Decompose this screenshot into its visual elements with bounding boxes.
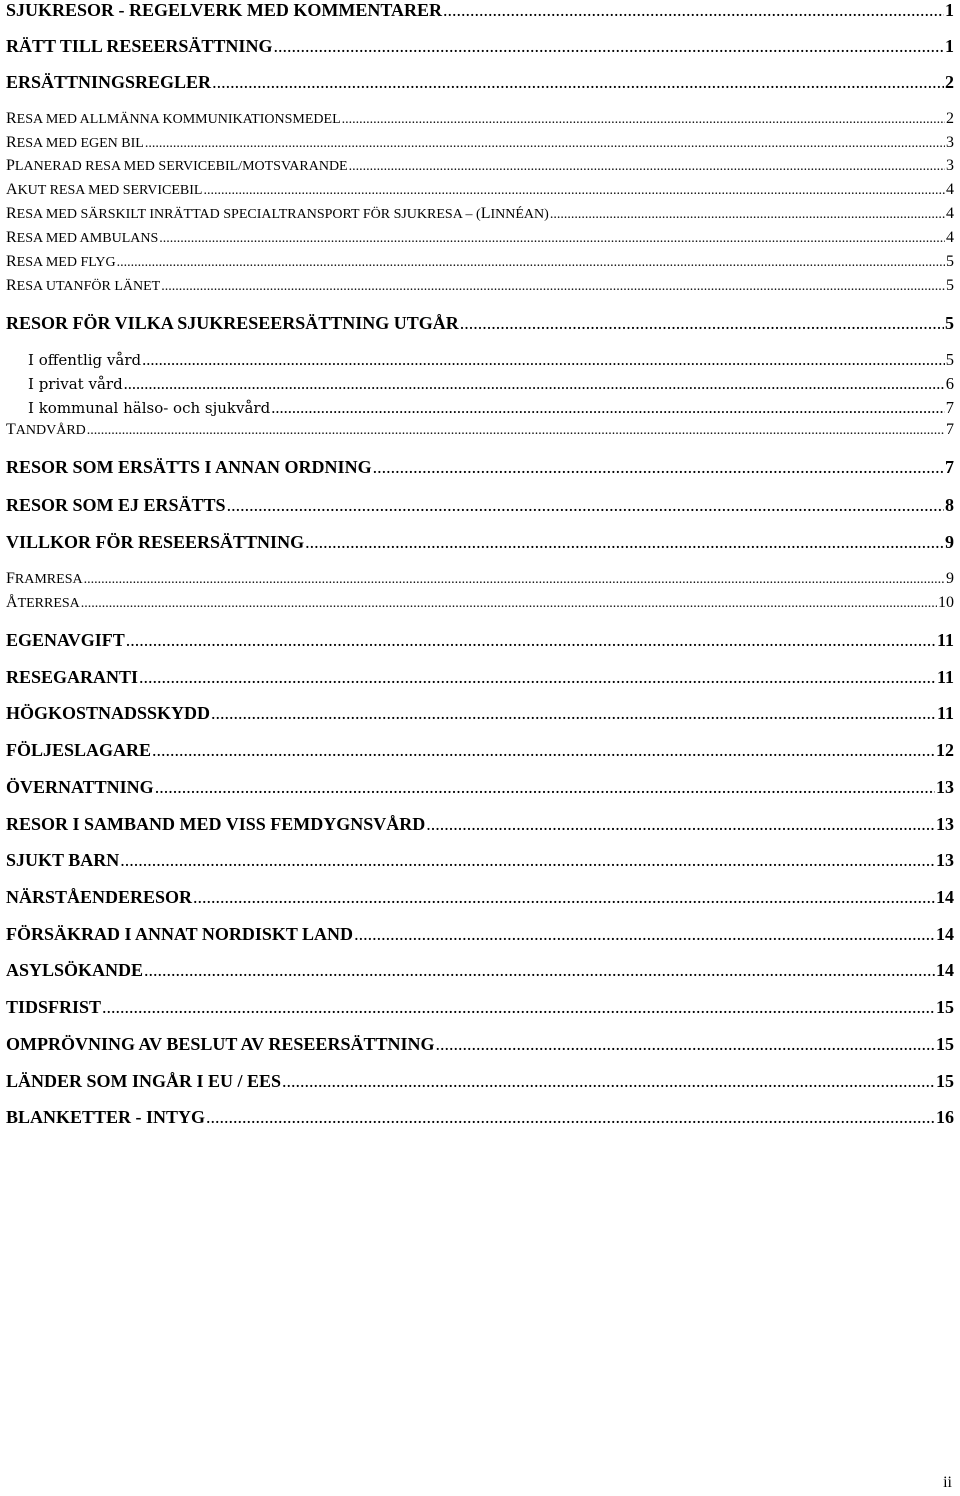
dot-leader bbox=[271, 398, 945, 418]
toc-entry[interactable] bbox=[6, 157, 954, 175]
toc-entry-page: 5 bbox=[946, 277, 954, 294]
toc-entry-page: 13 bbox=[936, 777, 954, 797]
toc-entry[interactable] bbox=[6, 960, 954, 981]
toc-entry-title: I kommunal hälso- och sjukvård bbox=[28, 399, 271, 417]
toc-entry-page: 4 bbox=[946, 229, 954, 246]
toc-entry-page: 16 bbox=[936, 1107, 954, 1127]
toc-entry[interactable] bbox=[6, 421, 954, 439]
toc-entry-initial: R bbox=[6, 229, 17, 246]
toc-entry[interactable] bbox=[6, 110, 954, 128]
toc-entry-page: 2 bbox=[945, 72, 954, 92]
toc-entry-title: VILLKOR FÖR RESEERSÄTTNING bbox=[6, 532, 305, 552]
dot-leader bbox=[159, 231, 945, 247]
toc-entry-rest: ESA MED AMBULANS bbox=[16, 231, 159, 246]
dot-leader bbox=[102, 997, 935, 1018]
dot-leader bbox=[126, 630, 936, 651]
toc-entry-title: BLANKETTER - INTYG bbox=[6, 1107, 206, 1127]
toc-entry[interactable] bbox=[6, 277, 954, 295]
toc-entry-rest: TERRESA bbox=[17, 596, 80, 611]
dot-leader bbox=[161, 279, 945, 295]
toc-entry-rest: ANDVÅRD bbox=[15, 423, 86, 438]
toc-entry-page: 11 bbox=[936, 703, 954, 723]
toc-entry-page: 5 bbox=[945, 350, 954, 369]
dot-leader bbox=[84, 572, 945, 588]
toc-entry-rest: ESA MED ALLMÄNNA KOMMUNIKATIONSMEDEL bbox=[16, 112, 341, 127]
toc-entry[interactable] bbox=[6, 924, 954, 945]
toc-entry-page: 8 bbox=[945, 495, 954, 515]
toc-entry[interactable] bbox=[6, 814, 954, 835]
dot-leader bbox=[435, 1034, 935, 1055]
toc-entry-title: ASYLSÖKANDE bbox=[6, 960, 144, 980]
toc-entry[interactable] bbox=[6, 181, 954, 199]
toc-entry[interactable] bbox=[6, 205, 954, 223]
toc-entry[interactable] bbox=[6, 777, 954, 798]
toc-entry-rest: KUT RESA MED SERVICEBIL bbox=[17, 183, 203, 198]
toc-entry[interactable] bbox=[6, 532, 954, 553]
toc-entry-page: 10 bbox=[938, 594, 954, 611]
toc-entry-rest: ESA MED FLYG bbox=[16, 255, 116, 270]
dot-leader bbox=[212, 72, 944, 93]
toc-entry[interactable] bbox=[6, 36, 954, 57]
toc-entry-initial: L bbox=[480, 205, 491, 222]
toc-entry[interactable] bbox=[6, 0, 954, 21]
toc-entry-title bbox=[6, 205, 549, 223]
toc-entry-page: 13 bbox=[936, 814, 954, 834]
toc-entry-title bbox=[6, 134, 144, 152]
toc-entry-initial: A bbox=[6, 181, 18, 198]
dot-leader bbox=[139, 667, 936, 688]
toc-entry-initial: R bbox=[6, 205, 17, 222]
dot-leader bbox=[211, 703, 936, 724]
toc-entry-title bbox=[6, 229, 158, 247]
toc-entry-page: 14 bbox=[936, 887, 954, 907]
dot-leader bbox=[342, 112, 945, 128]
toc-entry-title bbox=[6, 157, 348, 175]
toc-entry-title: TIDSFRIST bbox=[6, 997, 102, 1017]
dot-leader bbox=[273, 36, 944, 57]
toc-entry-initial: R bbox=[6, 134, 17, 151]
toc-entry-title: SJUKT BARN bbox=[6, 850, 120, 870]
dot-leader bbox=[117, 255, 945, 271]
toc-entry-initial: F bbox=[6, 570, 15, 587]
toc-entry[interactable] bbox=[6, 72, 954, 93]
toc-entry[interactable] bbox=[6, 850, 954, 871]
dot-leader bbox=[373, 457, 944, 478]
toc-entry-title: I offentlig vård bbox=[28, 351, 142, 369]
toc-entry[interactable] bbox=[6, 313, 954, 334]
toc-entry-page: 1 bbox=[945, 36, 954, 56]
toc-entry-title: RESEGARANTI bbox=[6, 667, 139, 687]
toc-entry-title: LÄNDER SOM INGÅR I EU / EES bbox=[6, 1071, 282, 1091]
toc-entry-page: 11 bbox=[936, 630, 954, 650]
toc-entry-initial: P bbox=[6, 157, 15, 174]
toc-entry-title bbox=[6, 277, 160, 295]
toc-entry[interactable] bbox=[6, 350, 954, 370]
toc-entry-page: 2 bbox=[946, 110, 954, 127]
dot-leader bbox=[203, 183, 945, 199]
dot-leader bbox=[349, 159, 945, 175]
toc-entry[interactable] bbox=[6, 594, 954, 612]
dot-leader bbox=[282, 1071, 935, 1092]
toc-entry[interactable] bbox=[6, 997, 954, 1018]
toc-entry-page: 5 bbox=[945, 313, 954, 333]
toc-entry[interactable] bbox=[6, 1071, 954, 1092]
toc-entry-title: I privat vård bbox=[28, 375, 123, 393]
dot-leader bbox=[443, 0, 944, 21]
toc-entry-page: 7 bbox=[946, 421, 954, 438]
toc-entry-page: 5 bbox=[946, 253, 954, 270]
toc-entry-title: RESOR SOM ERSÄTTS I ANNAN ORDNING bbox=[6, 457, 372, 477]
toc-entry-initial: R bbox=[6, 110, 17, 127]
toc-entry[interactable] bbox=[6, 495, 954, 516]
toc-entry-title: EGENAVGIFT bbox=[6, 630, 125, 650]
toc-entry-rest: LANERAD RESA MED SERVICEBIL/MOTSVARANDE bbox=[14, 159, 348, 174]
dot-leader bbox=[120, 850, 935, 871]
toc-entry-title: FÖRSÄKRAD I ANNAT NORDISKT LAND bbox=[6, 924, 354, 944]
dot-leader bbox=[354, 924, 935, 945]
toc-entry-page: 13 bbox=[936, 850, 954, 870]
dot-leader bbox=[206, 1107, 935, 1128]
toc-entry-page: 3 bbox=[946, 134, 954, 151]
toc-entry[interactable] bbox=[6, 667, 954, 688]
toc-entry[interactable] bbox=[6, 457, 954, 478]
toc-entry[interactable] bbox=[6, 1107, 954, 1128]
dot-leader bbox=[227, 495, 944, 516]
toc-entry-title: RÄTT TILL RESEERSÄTTNING bbox=[6, 36, 273, 56]
toc-entry-title: ERSÄTTNINGSREGLER bbox=[6, 72, 212, 92]
toc-entry-page: 15 bbox=[936, 1034, 954, 1054]
toc-entry[interactable] bbox=[6, 253, 954, 271]
toc-entry-title: NÄRSTÅENDERESOR bbox=[6, 887, 193, 907]
toc-entry[interactable] bbox=[6, 740, 954, 761]
dot-leader bbox=[305, 532, 944, 553]
dot-leader bbox=[193, 887, 935, 908]
toc-entry[interactable] bbox=[6, 398, 954, 418]
toc-entry-title: FÖLJESLAGARE bbox=[6, 740, 152, 760]
dot-leader bbox=[550, 207, 945, 223]
toc-entry-title bbox=[6, 421, 86, 439]
toc-entry-page: 9 bbox=[945, 532, 954, 552]
toc-entry-initial: R bbox=[6, 277, 17, 294]
toc-entry-rest: ESA MED EGEN BIL bbox=[16, 136, 144, 151]
toc-entry-rest: INNÉAN) bbox=[490, 207, 549, 222]
toc-entry-page: 1 bbox=[945, 0, 954, 20]
toc-entry-page: 11 bbox=[936, 667, 954, 687]
dot-leader bbox=[144, 960, 935, 981]
toc-entry-page: 4 bbox=[946, 181, 954, 198]
toc-entry-title bbox=[6, 570, 83, 588]
toc-entry-title: OMPRÖVNING AV BESLUT AV RESEERSÄTTNING bbox=[6, 1034, 435, 1054]
dot-leader bbox=[145, 136, 945, 152]
dot-leader bbox=[426, 814, 935, 835]
toc-entry-title: ÖVERNATTNING bbox=[6, 777, 154, 797]
dot-leader bbox=[155, 777, 935, 798]
dot-leader bbox=[142, 350, 945, 370]
toc-entry[interactable] bbox=[6, 570, 954, 588]
toc-entry[interactable] bbox=[6, 1034, 954, 1055]
toc-entry[interactable] bbox=[6, 374, 954, 394]
toc-entry-title: RESOR SOM EJ ERSÄTTS bbox=[6, 495, 226, 515]
toc-entry-page: 14 bbox=[936, 924, 954, 944]
toc-entry-initial: R bbox=[6, 253, 17, 270]
toc-entry[interactable] bbox=[6, 703, 954, 724]
toc-entry[interactable] bbox=[6, 229, 954, 247]
toc-entry-title bbox=[6, 181, 202, 199]
toc-entry[interactable] bbox=[6, 134, 954, 152]
toc-entry-title: RESOR FÖR VILKA SJUKRESEERSÄTTNING UTGÅR bbox=[6, 313, 459, 333]
dot-leader bbox=[460, 313, 944, 334]
page-number: ii bbox=[943, 1474, 952, 1491]
toc-entry-page: 7 bbox=[945, 398, 954, 417]
toc-entry-page: 3 bbox=[946, 157, 954, 174]
toc-entry-title: HÖGKOSTNADSSKYDD bbox=[6, 703, 211, 723]
toc-entry-title bbox=[6, 110, 341, 128]
toc-entry-page: 4 bbox=[946, 205, 954, 222]
toc-entry-page: 15 bbox=[936, 1071, 954, 1091]
toc-entry-initial: T bbox=[6, 421, 16, 438]
dot-leader bbox=[152, 740, 935, 761]
toc-entry-page: 7 bbox=[945, 457, 954, 477]
toc-entry-page: 9 bbox=[946, 570, 954, 587]
toc-entry-rest: RAMRESA bbox=[14, 572, 83, 587]
toc-entry-page: 14 bbox=[936, 960, 954, 980]
toc-entry-title: SJUKRESOR - REGELVERK MED KOMMENTARER bbox=[6, 0, 443, 20]
toc-entry-title bbox=[6, 253, 116, 271]
dot-leader bbox=[87, 423, 945, 439]
toc-entry-page: 6 bbox=[945, 374, 954, 393]
toc-entry-rest: ESA UTANFÖR LÄNET bbox=[16, 279, 161, 294]
toc-entry[interactable] bbox=[6, 630, 954, 651]
toc-entry-title bbox=[6, 594, 80, 612]
dot-leader bbox=[124, 374, 945, 394]
toc-entry-page: 15 bbox=[936, 997, 954, 1017]
toc-entry-rest: ESA MED SÄRSKILT INRÄTTAD SPECIALTRANSPORT FÖR SJUKRESA – ( bbox=[16, 207, 481, 222]
dot-leader bbox=[81, 596, 937, 612]
toc-entry-initial: Å bbox=[6, 594, 18, 611]
toc-entry-page: 12 bbox=[936, 740, 954, 760]
toc-entry-title: RESOR I SAMBAND MED VISS FEMDYGNSVÅRD bbox=[6, 814, 426, 834]
toc-entry[interactable] bbox=[6, 887, 954, 908]
